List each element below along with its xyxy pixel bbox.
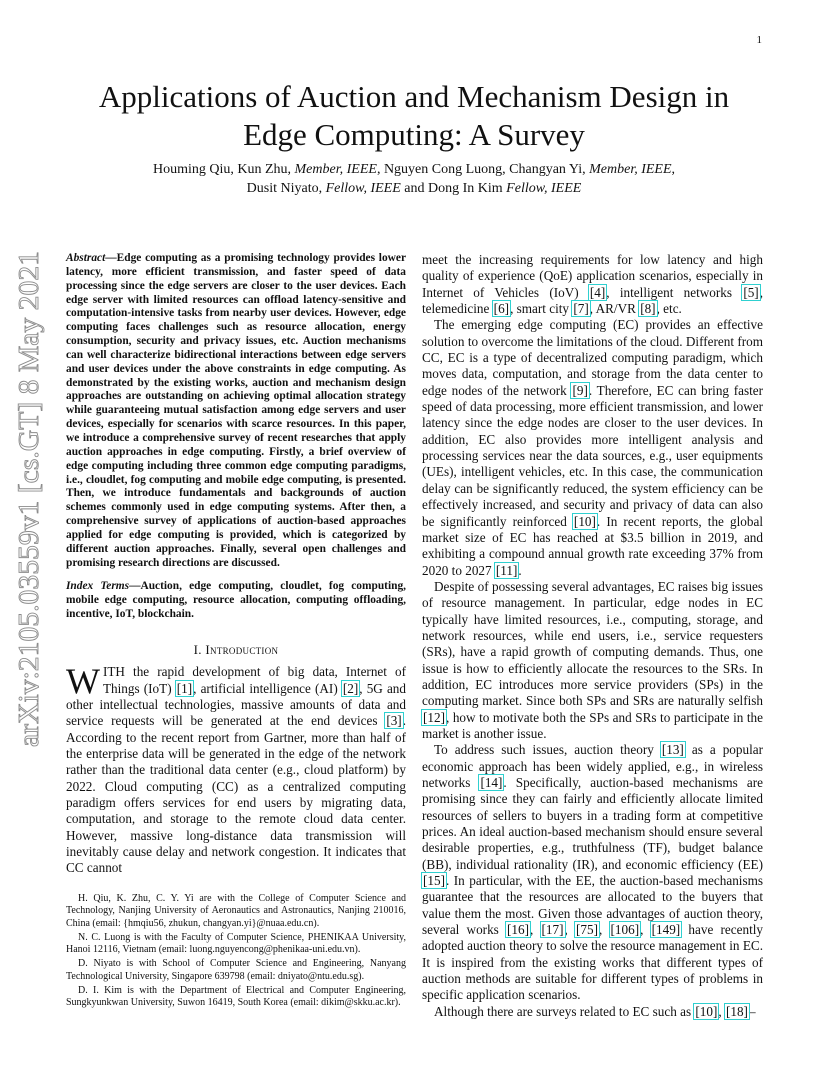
- citation-link[interactable]: [7]: [573, 301, 589, 317]
- abstract-lead: Abstract: [66, 252, 106, 264]
- citation-link[interactable]: [5]: [743, 284, 759, 300]
- section-heading-introduction: I. Introduction: [193, 641, 279, 657]
- footnote: N. C. Luong is with the Faculty of Computer Science, PHENIKAA University, Hanoi 12116, Vietnam (email: luong.nguyencong@phenikaa-uni.edu.vn).: [66, 931, 406, 956]
- arxiv-identifier-text: arXiv:2105.03559v1 [cs.GT] 8 May 2021: [14, 278, 45, 747]
- citation-link[interactable]: [18]: [725, 1003, 748, 1019]
- citation-link[interactable]: [10]: [695, 1003, 718, 1019]
- citation-link[interactable]: [13]: [661, 742, 684, 758]
- title-line-1: Applications of Auction and Mechanism Design in: [98, 79, 730, 114]
- citation-link[interactable]: [16]: [507, 922, 529, 938]
- authors-line-1: Houming Qiu, Kun Zhu, Member, IEEE, Nguyen Cong Luong, Changyan Yi, Member, IEEE,: [152, 162, 676, 177]
- citation-link[interactable]: [6]: [493, 301, 510, 317]
- body-paragraph: To address such issues, auction theory [13] as a popular economic approach has been widely applied, e.g., in wireless networks [14]. Specifically, auction-based mechanisms are promising since they can fairly and efficiently allocate limited resources of sellers to buyers in a trading form at competitive prices. An ideal auction-based mechanism should ensure several desirable properties, e.g., truthfulness (TF), budget balance (BB), individual rationality (IR), and economic efficiency (EE) [15]. In particular, with the EE, the auction-based mechanisms guarantee that the resources are allocated to the buyers that value them the most. Given those advantages of auction theory, several works [16], [17], [75], [106], [149] have recently adopted auction theory to solve the resource management in EC. It is inspired from the existing works that different types of auction methods are suitable for different types of problems in specific application scenarios.: [422, 742, 763, 1003]
- footnote: H. Qiu, K. Zhu, C. Y. Yi are with the College of Computer Science and Technology, Nanjing University of Aeronautics and Astronautics, Nanjing 210016, China (email: {hmqiu56, zhukun, changyan.yi}@nuaa.edu.cn).: [66, 892, 406, 929]
- right-column: [422, 252, 763, 1020]
- body-paragraph: meet the increasing requirements for low latency and high quality of experience (QoE) application scenarios, especially in Internet of Vehicles (IoV) [4], intelligent networks [5], telemedicine [6], smart city [7], AR/VR [8], etc.: [422, 252, 763, 317]
- arxiv-identifier[interactable]: [4, 247, 48, 753]
- index-terms-text: —Auction, edge computing, cloudlet, fog computing, mobile edge computing, resource allocation, computing offloading, incentive, IoT, blockchain.: [66, 580, 406, 621]
- left-column: [66, 252, 406, 1011]
- citation-link[interactable]: [106]: [610, 922, 640, 938]
- body-paragraph: Despite of possessing several advantages, EC raises big issues of resource management. In particular, edge nodes in EC typically have limited resources, i.e., computing, storage, and network resources, while end users, i.e., service requesters (SRs), have a rapid growth of computing demands. Thus, one issue is how to efficiently allocate the resources to the SRs. In addition, EC introduces more service providers (SPs) in the computing market. Since both SPs and SRs are naturally selfish [12], how to motivate both the SPs and SRs to participate in the market is another issue.: [422, 578, 763, 741]
- drop-cap: W: [66, 661, 100, 702]
- citation-link[interactable]: [149]: [651, 922, 681, 938]
- footnote: D. I. Kim is with the Department of Electrical and Computer Engineering, Sungkyunkwan University, Suwon 16419, South Korea (email: dikim@skku.ac.kr).: [66, 984, 406, 1009]
- citation-link[interactable]: [8]: [640, 301, 656, 317]
- citation-link[interactable]: [12]: [423, 709, 445, 725]
- citation-link[interactable]: [15]: [423, 873, 445, 889]
- title-line-2: Edge Computing: A Survey: [243, 117, 585, 152]
- citation-link[interactable]: [2]: [342, 680, 359, 696]
- citation-link[interactable]: [11]: [495, 562, 518, 578]
- paper-title: [60, 78, 768, 154]
- citation-link[interactable]: [10]: [573, 513, 596, 529]
- body-paragraph: The emerging edge computing (EC) provides an effective solution to overcome the limitations of the cloud. Different from CC, EC is a type of decentralized computing paradigm, which moves data, computation, and storage from the data center to edge nodes of the network [9]. Therefore, EC can bring faster speed of data processing, more efficient transmission, and lower latency since the edge nodes are closer to the user devices. In addition, EC also provides more intelligent analysis and processing services near the data sources, e.g., user equipments (UEs), intelligent vehicles, etc. In this case, the communication delay can be significantly reduced, the system efficiency can be effectively increased, and security and privacy of data can also be significantly reinforced [10]. In recent reports, the global market size of EC has reached at $3.5 billion in 2019, and exhibiting a compound annual growth rate exceeding 37% from 2020 to 2027 [11].: [422, 317, 763, 578]
- body-paragraph: Although there are surveys related to EC such as [10], [18]–: [434, 1003, 756, 1019]
- citation-link[interactable]: [17]: [541, 922, 564, 938]
- abstract-text: —Edge computing as a promising technology provides lower latency, more efficient transmission, and faster speed of data processing since the edge servers are closer to the user devices. Each edge server with limited resources can offload latency-sensitive and computation-intensive tasks from nearby user devices. However, edge computing faces challenges such as resource allocation, energy consumption, security and privacy issues, etc. Auction mechanisms can well characterize bidirectional interactions between edge servers and user devices under the above constraints in edge computing. As demonstrated by the existing works, auction and mechanism design approaches are outstanding on achieving optimal allocation strategy while guaranteeing mutual satisfaction among edge servers and user devices, especially for scenarios with scarce resources. In this paper, we introduce a comprehensive survey of recent researches that apply auction approaches in edge computing. Firstly, a brief overview of edge computing including three common edge computing paradigms, i.e., cloudlet, fog computing and mobile edge computing, is presented. Then, we introduce fundamentals and backgrounds of auction schemes commonly used in edge computing systems. After then, a comprehensive survey of applications of auction-based approaches applied for edge computing is provided, which is categorized by different auction approaches. Finally, several open challenges and promising research directions are discussed.: [66, 252, 406, 569]
- author-list: [60, 160, 768, 198]
- abstract: [66, 252, 406, 570]
- index-terms: [66, 580, 406, 622]
- citation-link[interactable]: [14]: [480, 775, 503, 790]
- citation-link[interactable]: [4]: [589, 284, 606, 300]
- citation-link[interactable]: [9]: [572, 382, 588, 398]
- author-footnotes: [66, 893, 406, 1010]
- index-terms-lead: Index Terms: [66, 580, 130, 593]
- intro-paragraph: WITH the rapid development of big data, Internet of Things (IoT) [1], artificial intelligence (AI) [2], 5G and other intellectual technologies, massive amounts of data and service requests will be generated at the end devices [3]. According to the recent report from Gartner, more than half of the enterprise data will be generated in the edge of the network rather than the traditional data center (e.g., cloud platform) by 2022. Cloud computing (CC) as a centralized computing paradigm offers services for end users by migrating data, computation, and storage to the remote cloud data center. However, massive long-distance data transmission will inevitably cause delay and network congestion. It indicates that CC cannot: [66, 661, 406, 876]
- citation-link[interactable]: [75]: [576, 922, 598, 938]
- citation-link[interactable]: [1]: [176, 680, 193, 696]
- page-number: 1: [756, 34, 762, 46]
- footnote: D. Niyato is with School of Computer Science and Engineering, Nanyang Technological University, Singapore 639798 (email: dniyato@ntu.edu.sg).: [66, 958, 406, 982]
- authors-line-2: Dusit Niyato, Fellow, IEEE and Dong In Kim Fellow, IEEE: [246, 181, 582, 196]
- citation-link[interactable]: [3]: [386, 713, 402, 729]
